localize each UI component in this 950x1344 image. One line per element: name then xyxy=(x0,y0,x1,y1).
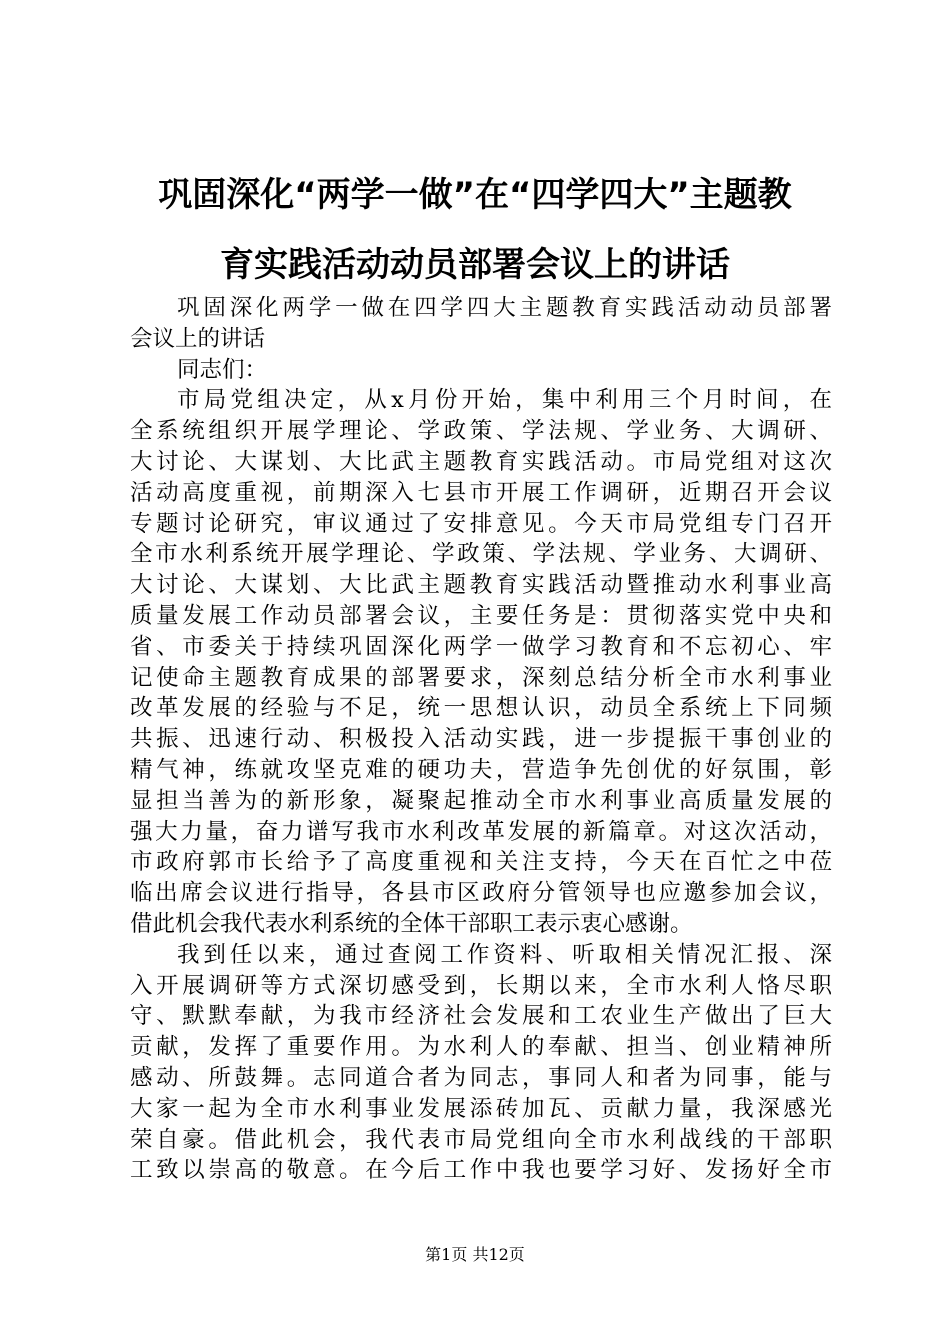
body-line: 大家一起为全市水利事业发展添砖加瓦、贡献力量，我深感光 xyxy=(130,1095,832,1122)
body-line: 专题讨论研究，审议通过了安排意见。今天市局党组专门召开 xyxy=(130,510,832,537)
title-line-1: 巩固深化“两学一做”在“四学四大”主题教 xyxy=(158,175,792,215)
salutation: 同志们： xyxy=(177,356,268,383)
body-line: 我到任以来，通过查阅工作资料、听取相关情况汇报、深 xyxy=(177,941,832,968)
body-line: 感动、所鼓舞。志同道合者为同志，事同人和者为同事，能与 xyxy=(130,1064,832,1091)
body-line: 改革发展的经验与不足，统一思想认识，动员全系统上下同频 xyxy=(130,695,832,722)
body-line: 显担当善为的新形象，凝聚起推动全市水利事业高质量发展的 xyxy=(130,787,832,814)
body-line: 贡献，发挥了重要作用。为水利人的奉献、担当、创业精神所 xyxy=(130,1034,832,1061)
page-number-footer: 第1页 共12页 xyxy=(425,1245,525,1264)
body-line: 省、市委关于持续巩固深化两学一做学习教育和不忘初心、牢 xyxy=(130,633,832,660)
body-line: 入开展调研等方式深切感受到，长期以来，全市水利人恪尽职 xyxy=(130,972,832,999)
body-line: 市政府郭市长给予了高度重视和关注支持，今天在百忙之中莅 xyxy=(130,849,832,876)
body-line: 精气神，练就攻坚克难的硬功夫，营造争先创优的好氛围，彰 xyxy=(130,756,832,783)
body-line: 荣自豪。借此机会，我代表市局党组向全市水利战线的干部职 xyxy=(130,1126,832,1153)
body-line: 市局党组决定，从x月份开始，集中利用三个月时间，在 xyxy=(177,387,832,414)
body-line: 借此机会我代表水利系统的全体干部职工表示衷心感谢。 xyxy=(130,910,693,937)
body-line: 活动高度重视，前期深入七县市开展工作调研，近期召开会议 xyxy=(130,479,832,506)
document-body xyxy=(130,293,832,1186)
body-line: 记使命主题教育成果的部署要求，深刻总结分析全市水利事业 xyxy=(130,664,832,691)
body-line: 会议上的讲话 xyxy=(130,325,266,352)
body-line: 共振、迅速行动、积极投入活动实践，进一步提振干事创业的 xyxy=(130,726,832,753)
body-line: 工致以崇高的敬意。在今后工作中我也要学习好、发扬好全市 xyxy=(130,1157,832,1184)
body-line: 全市水利系统开展学理论、学政策、学法规、学业务、大调研、 xyxy=(130,541,832,568)
body-line: 质量发展工作动员部署会议，主要任务是：贯彻落实党中央和 xyxy=(130,602,832,629)
body-line: 守、默默奉献，为我市经济社会发展和工农业生产做出了巨大 xyxy=(130,1003,832,1030)
document-title xyxy=(118,160,832,300)
body-line: 全系统组织开展学理论、学政策、学法规、学业务、大调研、 xyxy=(130,418,832,445)
body-line: 巩固深化两学一做在四学四大主题教育实践活动动员部署 xyxy=(177,295,832,321)
body-line: 大讨论、大谋划、大比武主题教育实践活动。市局党组对这次 xyxy=(130,448,832,475)
body-line: 大讨论、大谋划、大比武主题教育实践活动暨推动水利事业高 xyxy=(130,572,832,599)
body-line: 临出席会议进行指导，各县市区政府分管领导也应邀参加会议， xyxy=(130,880,832,907)
body-line: 强大力量，奋力谱写我市水利改革发展的新篇章。对这次活动， xyxy=(130,818,832,845)
title-line-2: 育实践活动动员部署会议上的讲话 xyxy=(220,245,730,285)
